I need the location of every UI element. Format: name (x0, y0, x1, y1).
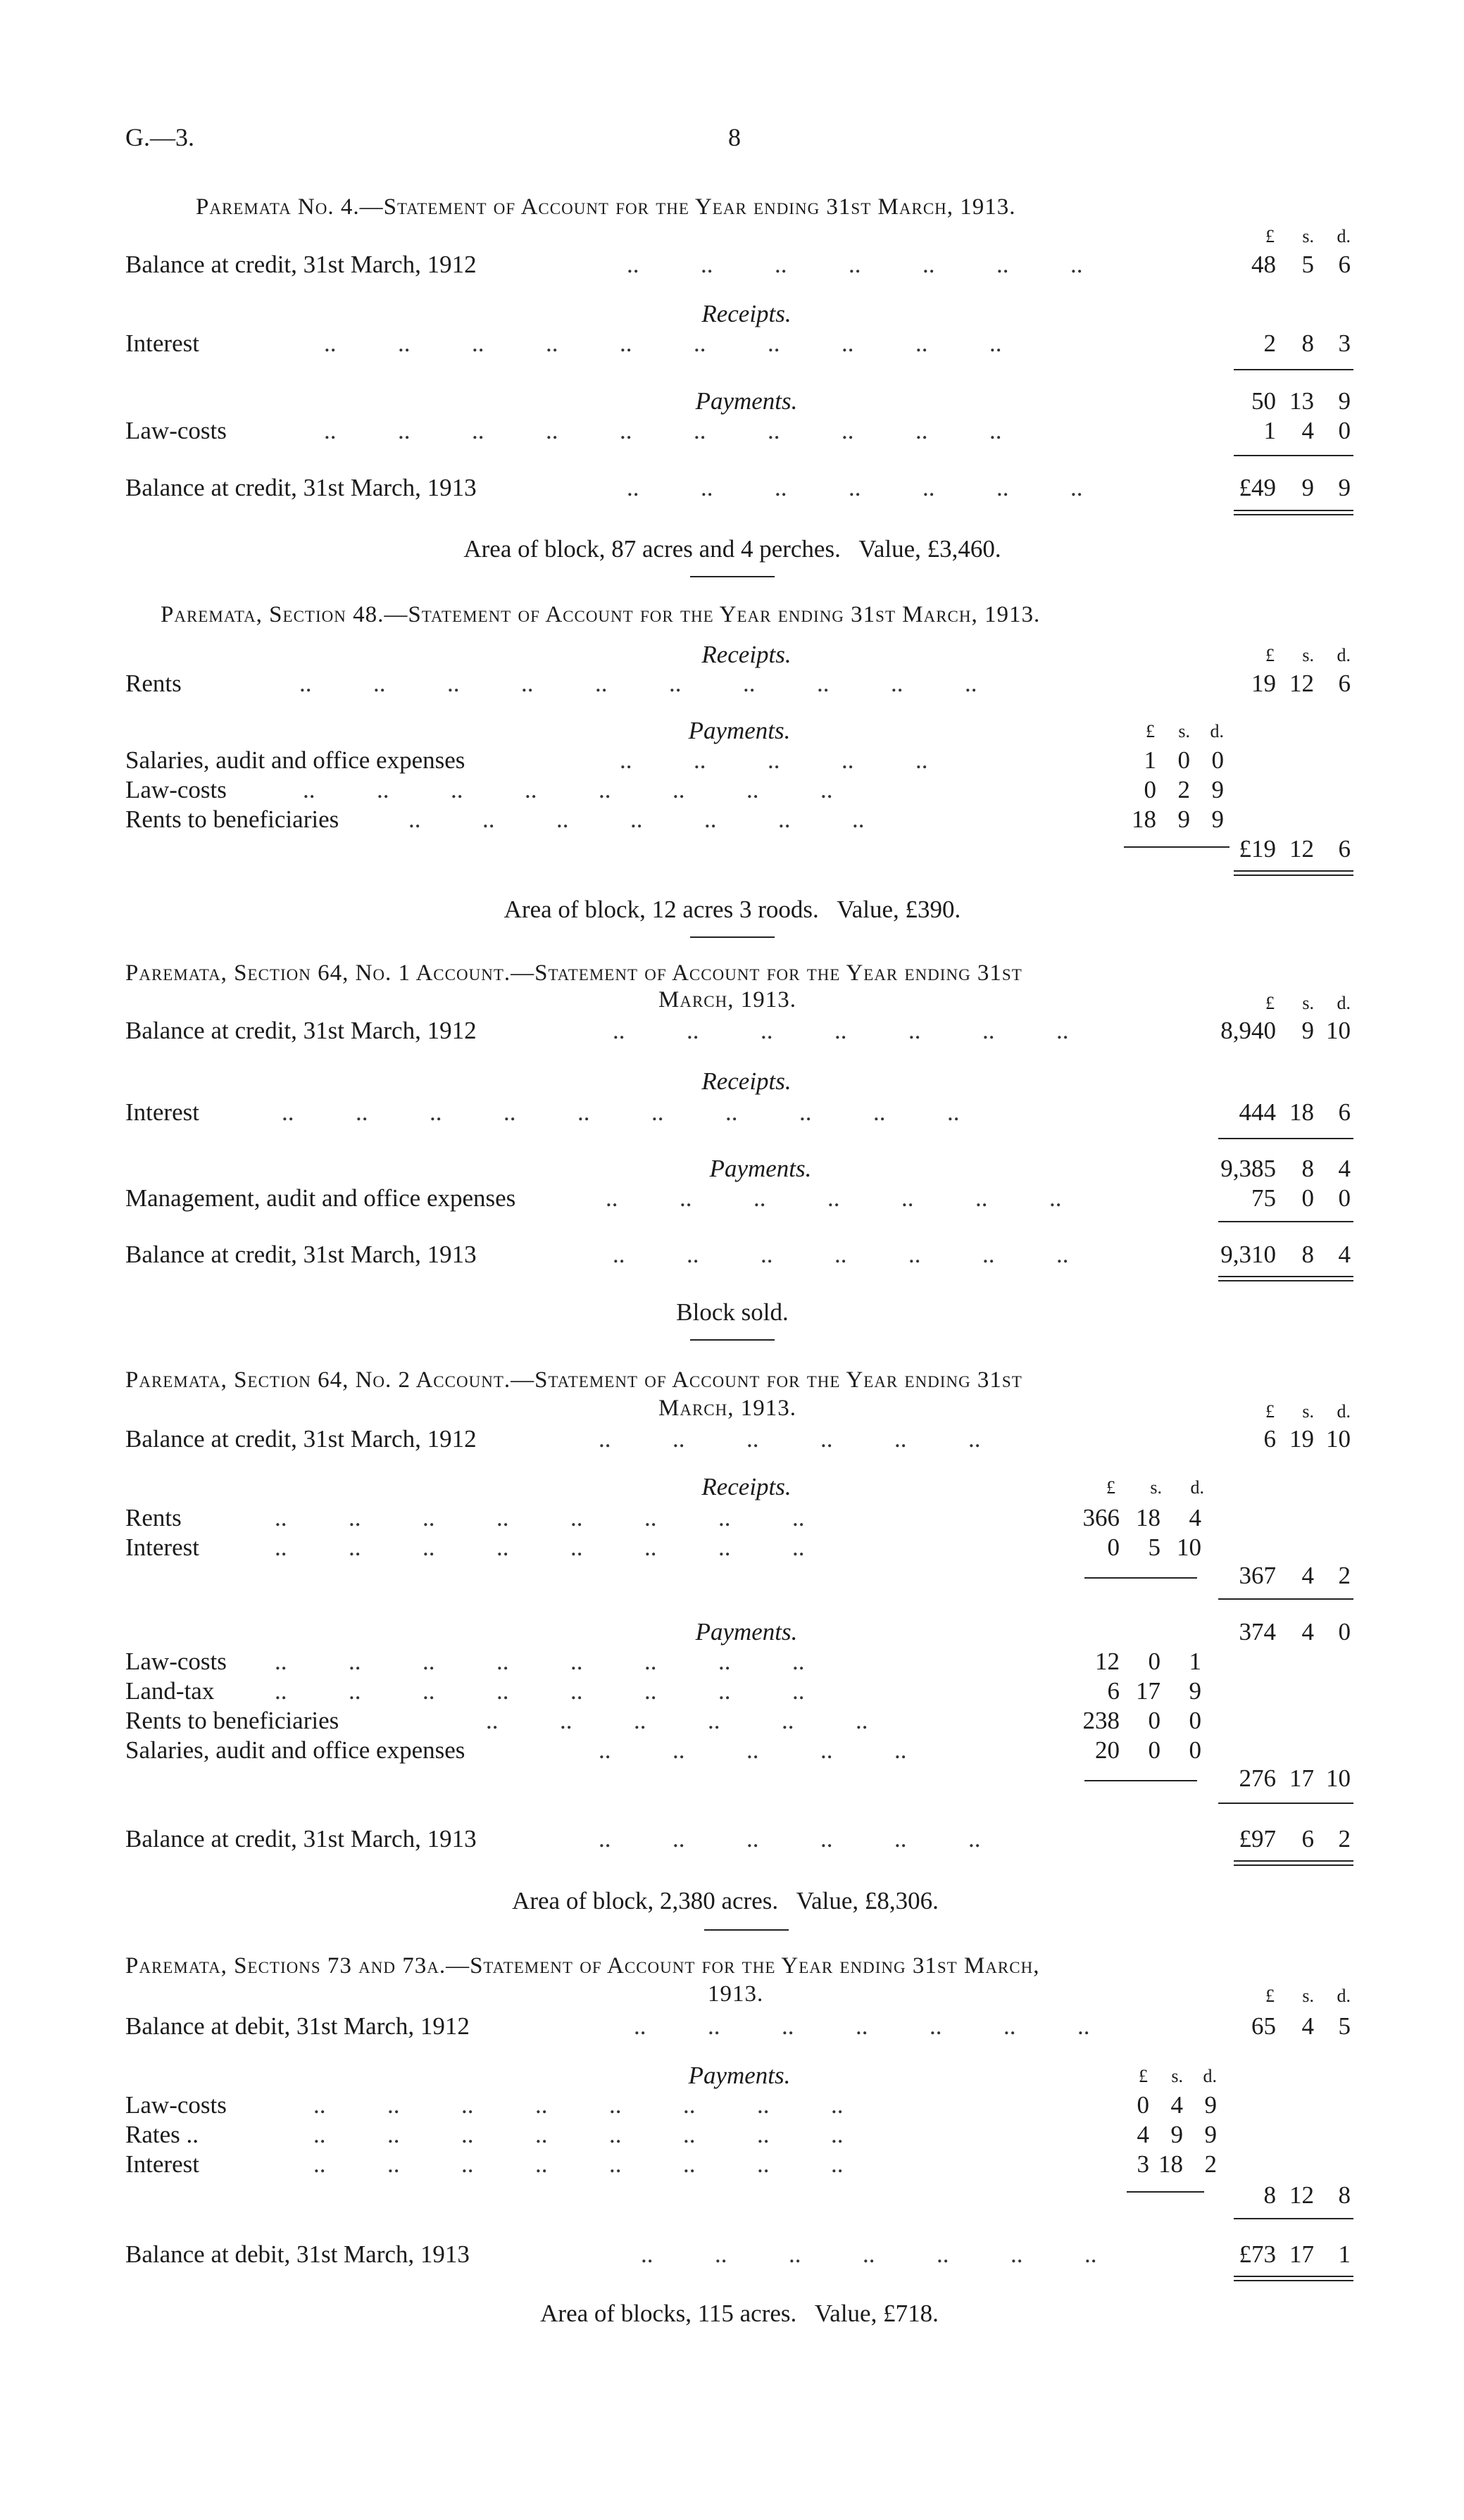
line-label: Salaries, audit and office expenses (125, 1736, 465, 1764)
line-label: Rents to beneficiaries (125, 1707, 339, 1734)
amount-pence: 1 (1189, 1648, 1201, 1675)
amount-shillings: 18 (1136, 1504, 1160, 1531)
amount-pounds: 0 (1144, 776, 1156, 803)
amount-pounds: 20 (1095, 1736, 1120, 1764)
pounds-head: £ (1106, 1477, 1115, 1498)
section-separator (690, 1339, 775, 1341)
amount-pounds: 8 (1263, 2181, 1276, 2209)
leader-dots: .. .. .. .. .. .. .. .. (313, 2150, 844, 2178)
amount-pence: 2 (1338, 1825, 1351, 1853)
receipts-heading: Receipts. (701, 1473, 792, 1500)
section-title-continued: March, 1913. (658, 987, 796, 1013)
amount-shillings: 12 (1289, 670, 1314, 697)
amount-pounds: 9,310 (1220, 1241, 1276, 1268)
pence-head: d. (1190, 1477, 1204, 1498)
sum-rule (1084, 1780, 1197, 1781)
total-double-rule (1234, 870, 1353, 876)
amount-shillings: 0 (1148, 1707, 1160, 1734)
amount-pounds: 8,940 (1220, 1017, 1276, 1044)
shillings-head: s. (1302, 993, 1314, 1013)
amount-shillings: 0 (1301, 1184, 1314, 1212)
sum-rule (1124, 846, 1230, 848)
amount-pounds: 367 (1239, 1562, 1276, 1589)
amount-shillings: 8 (1301, 1155, 1314, 1182)
amount-pence: 4 (1338, 1155, 1351, 1182)
block-note: Block sold. (676, 1298, 789, 1326)
sum-rule (1218, 1803, 1353, 1804)
pence-head: d. (1337, 226, 1351, 246)
amount-pounds: £97 (1239, 1825, 1276, 1853)
amount-pounds: 18 (1132, 805, 1156, 833)
section-title: Paremata, Section 48.—Statement of Account for the Year ending 31st March, 1913. (161, 602, 1041, 627)
amount-shillings: 9 (1301, 1017, 1314, 1044)
sum-rule (1218, 1221, 1353, 1222)
amount-pounds: 50 (1251, 387, 1276, 415)
leader-dots: .. .. .. .. .. (620, 746, 928, 774)
amount-shillings: 4 (1301, 1562, 1314, 1589)
sum-rule (1234, 2218, 1353, 2219)
amount-pounds: 19 (1251, 670, 1276, 697)
sum-rule (1218, 1138, 1353, 1139)
page-number: 8 (728, 123, 741, 151)
leader-dots: .. .. .. .. .. .. .. .. (275, 1534, 805, 1561)
amount-pence: 0 (1338, 1618, 1351, 1645)
line-label: Interest (125, 2150, 199, 2178)
line-label: Interest (125, 1098, 199, 1126)
payments-heading: Payments. (695, 1618, 798, 1645)
pence-head: d. (1203, 2066, 1217, 2086)
line-label: Rates .. (125, 2121, 199, 2148)
sum-rule (1084, 1577, 1197, 1579)
amount-pounds: 75 (1251, 1184, 1276, 1212)
amount-pence: 9 (1338, 474, 1351, 501)
leader-dots: .. .. .. .. .. .. .. (613, 1017, 1069, 1044)
pence-head: d. (1337, 1401, 1351, 1422)
amount-pounds: 6 (1263, 1425, 1276, 1453)
amount-pounds: £73 (1239, 2240, 1276, 2268)
total-double-rule (1234, 2276, 1353, 2281)
leader-dots: .. .. .. .. .. .. .. .. .. .. (282, 1098, 960, 1126)
line-label: Rents (125, 670, 182, 697)
line-label: Law-costs (125, 2091, 227, 2119)
receipts-heading: Receipts. (701, 1067, 792, 1095)
amount-pounds: 12 (1095, 1648, 1120, 1675)
amount-pence: 6 (1338, 1098, 1351, 1126)
pounds-head: £ (1265, 993, 1275, 1013)
amount-pence: 0 (1338, 1184, 1351, 1212)
area-note: Area of block, 87 acres and 4 perches. Value, £3,460. (463, 535, 1001, 563)
amount-pence: 1 (1338, 2240, 1351, 2268)
pounds-head: £ (1146, 721, 1155, 741)
section-separator (690, 576, 775, 577)
amount-shillings: 17 (1289, 2240, 1314, 2268)
pence-head: d. (1337, 645, 1351, 665)
amount-shillings: 4 (1301, 417, 1314, 444)
amount-pounds: 1 (1144, 746, 1156, 774)
amount-pounds: 238 (1082, 1707, 1120, 1734)
amount-pence: 5 (1338, 2012, 1351, 2040)
line-label: Rents (125, 1504, 182, 1531)
amount-pounds: 48 (1251, 251, 1276, 278)
amount-pounds: 3 (1137, 2150, 1149, 2178)
amount-shillings: 13 (1289, 387, 1314, 415)
section-title: Paremata, Sections 73 and 73a.—Statement of Account for the Year ending 31st March, (125, 1953, 1040, 1979)
amount-pounds: 276 (1239, 1764, 1276, 1792)
line-label: Balance at credit, 31st March, 1912 (125, 1017, 477, 1044)
line-label: Interest (125, 1534, 199, 1561)
line-label: Rents to beneficiaries (125, 805, 339, 833)
shillings-head: s. (1171, 2066, 1183, 2086)
pounds-head: £ (1265, 226, 1275, 246)
line-label: Balance at credit, 31st March, 1913 (125, 1825, 477, 1853)
shillings-head: s. (1302, 226, 1314, 246)
amount-shillings: 0 (1148, 1736, 1160, 1764)
line-label: Management, audit and office expenses (125, 1184, 516, 1212)
amount-pence: 0 (1211, 746, 1224, 774)
amount-pence: 9 (1211, 805, 1224, 833)
leader-dots: .. .. .. .. .. .. .. .. (303, 776, 833, 803)
pence-head: d. (1337, 1986, 1351, 2006)
amount-shillings: 9 (1170, 2121, 1183, 2148)
line-label: Land-tax (125, 1677, 215, 1705)
amount-pounds: 374 (1239, 1618, 1276, 1645)
receipts-heading: Receipts. (701, 300, 792, 327)
pence-head: d. (1337, 993, 1351, 1013)
leader-dots: .. .. .. .. .. .. .. .. .. .. (324, 330, 1002, 357)
leader-dots: .. .. .. .. .. .. (599, 1825, 981, 1853)
leader-dots: .. .. .. .. .. .. .. .. .. .. (324, 417, 1002, 444)
amount-shillings: 0 (1148, 1648, 1160, 1675)
pence-head: d. (1210, 721, 1224, 741)
payments-heading: Payments. (695, 387, 798, 415)
leader-dots: .. .. .. .. .. .. (486, 1707, 868, 1734)
leader-dots: .. .. .. .. .. .. .. (613, 1241, 1069, 1268)
sum-rule (1218, 1598, 1353, 1600)
section-title-continued: March, 1913. (658, 1396, 796, 1421)
amount-pence: 10 (1326, 1425, 1351, 1453)
amount-shillings: 4 (1301, 2012, 1314, 2040)
sum-rule (1127, 2191, 1204, 2193)
amount-pence: 0 (1189, 1736, 1201, 1764)
leader-dots: .. .. .. .. .. .. .. (641, 2240, 1097, 2268)
payments-heading: Payments. (688, 2062, 791, 2089)
total-double-rule (1234, 510, 1353, 515)
pounds-head: £ (1265, 1401, 1275, 1422)
payments-heading: Payments. (688, 717, 791, 744)
line-label: Balance at credit, 31st March, 1912 (125, 1425, 477, 1453)
amount-pence: 2 (1204, 2150, 1217, 2178)
leader-dots: .. .. .. .. .. .. .. (606, 1184, 1062, 1212)
amount-pounds: 4 (1137, 2121, 1149, 2148)
amount-pounds: 65 (1251, 2012, 1276, 2040)
amount-pounds: £49 (1239, 474, 1276, 501)
amount-shillings: 12 (1289, 835, 1314, 863)
amount-shillings: 17 (1289, 1764, 1314, 1792)
section-title-continued: 1913. (708, 1981, 764, 2007)
shillings-head: s. (1178, 721, 1190, 741)
payments-heading: Payments. (709, 1155, 812, 1182)
shillings-head: s. (1302, 1401, 1314, 1422)
amount-pence: 9 (1204, 2091, 1217, 2119)
amount-pence: 9 (1211, 776, 1224, 803)
amount-pounds: 1 (1263, 417, 1276, 444)
amount-shillings: 12 (1289, 2181, 1314, 2209)
amount-shillings: 9 (1177, 805, 1190, 833)
amount-pence: 10 (1326, 1017, 1351, 1044)
amount-pounds: 0 (1137, 2091, 1149, 2119)
amount-pounds: 9,385 (1220, 1155, 1276, 1182)
amount-pence: 4 (1189, 1504, 1201, 1531)
shillings-head: s. (1302, 1986, 1314, 2006)
total-double-rule (1234, 1860, 1353, 1866)
section-title: Paremata No. 4.—Statement of Account for the Year ending 31st March, 1913. (196, 194, 1016, 220)
area-note: Area of block, 2,380 acres. Value, £8,306. (512, 1887, 939, 1914)
amount-pence: 2 (1338, 1562, 1351, 1589)
line-label: Balance at debit, 31st March, 1913 (125, 2240, 470, 2268)
section-title: Paremata, Section 64, No. 1 Account.—Statement of Account for the Year ending 31st (125, 960, 1022, 986)
amount-pence: 0 (1189, 1707, 1201, 1734)
amount-shillings: 8 (1301, 330, 1314, 357)
shillings-head: s. (1302, 645, 1314, 665)
leader-dots: .. .. .. .. .. .. (599, 1425, 981, 1453)
amount-pence: 9 (1204, 2121, 1217, 2148)
leader-dots: .. .. .. .. .. .. .. .. (275, 1677, 805, 1705)
amount-shillings: 8 (1301, 1241, 1314, 1268)
total-double-rule (1218, 1276, 1353, 1281)
amount-pence: 6 (1338, 835, 1351, 863)
amount-pence: 9 (1189, 1677, 1201, 1705)
amount-pence: 9 (1338, 387, 1351, 415)
amount-pounds: 0 (1107, 1534, 1120, 1561)
amount-shillings: 19 (1289, 1425, 1314, 1453)
leader-dots: .. .. .. .. .. .. .. .. (275, 1504, 805, 1531)
amount-shillings: 9 (1301, 474, 1314, 501)
leader-dots: .. .. .. .. .. .. .. .. (275, 1648, 805, 1675)
amount-shillings: 2 (1177, 776, 1190, 803)
line-label: Balance at debit, 31st March, 1912 (125, 2012, 470, 2040)
area-note: Area of block, 12 acres 3 roods. Value, £390. (503, 896, 961, 923)
amount-shillings: 4 (1170, 2091, 1183, 2119)
leader-dots: .. .. .. .. .. .. .. (627, 251, 1083, 278)
amount-pence: 6 (1338, 251, 1351, 278)
line-label: Salaries, audit and office expenses (125, 746, 465, 774)
amount-shillings: 5 (1301, 251, 1314, 278)
leader-dots: .. .. .. .. .. .. .. .. (313, 2121, 844, 2148)
amount-pence: 6 (1338, 670, 1351, 697)
line-label: Balance at credit, 31st March, 1913 (125, 474, 477, 501)
area-note: Area of blocks, 115 acres. Value, £718. (540, 2300, 939, 2327)
amount-pence: 0 (1338, 417, 1351, 444)
sum-rule (1234, 455, 1353, 456)
amount-pence: 10 (1326, 1764, 1351, 1792)
amount-pounds: 444 (1239, 1098, 1276, 1126)
amount-shillings: 18 (1289, 1098, 1314, 1126)
pounds-head: £ (1265, 1986, 1275, 2006)
amount-shillings: 18 (1158, 2150, 1183, 2178)
line-label: Law-costs (125, 1648, 227, 1675)
line-label: Law-costs (125, 776, 227, 803)
amount-shillings: 5 (1148, 1534, 1160, 1561)
amount-pounds: 366 (1082, 1504, 1120, 1531)
amount-shillings: 17 (1136, 1677, 1160, 1705)
amount-pence: 10 (1177, 1534, 1201, 1561)
amount-pence: 4 (1338, 1241, 1351, 1268)
amount-shillings: 6 (1301, 1825, 1314, 1853)
amount-pounds: 2 (1263, 330, 1276, 357)
leader-dots: .. .. .. .. .. .. .. (627, 474, 1083, 501)
amount-shillings: 4 (1301, 1618, 1314, 1645)
shillings-head: s. (1150, 1477, 1162, 1498)
line-label: Law-costs (125, 417, 227, 444)
leader-dots: .. .. .. .. .. .. .. (408, 805, 865, 833)
amount-pounds: £19 (1239, 835, 1276, 863)
report-reference: G.—3. (125, 123, 194, 151)
section-title: Paremata, Section 64, No. 2 Account.—Statement of Account for the Year ending 31st (125, 1367, 1022, 1393)
leader-dots: .. .. .. .. .. .. .. (634, 2012, 1090, 2040)
receipts-heading: Receipts. (701, 641, 792, 668)
section-separator (690, 936, 775, 938)
line-label: Interest (125, 330, 199, 357)
leader-dots: .. .. .. .. .. .. .. .. (313, 2091, 844, 2119)
leader-dots: .. .. .. .. .. (599, 1736, 907, 1764)
pounds-head: £ (1265, 645, 1275, 665)
line-label: Balance at credit, 31st March, 1913 (125, 1241, 477, 1268)
pounds-head: £ (1139, 2066, 1148, 2086)
leader-dots: .. .. .. .. .. .. .. .. .. .. (299, 670, 977, 697)
amount-pence: 8 (1338, 2181, 1351, 2209)
amount-pounds: 6 (1107, 1677, 1120, 1705)
amount-shillings: 0 (1177, 746, 1190, 774)
section-separator (704, 1929, 789, 1931)
line-label: Balance at credit, 31st March, 1912 (125, 251, 477, 278)
amount-pence: 3 (1338, 330, 1351, 357)
sum-rule (1234, 369, 1353, 370)
